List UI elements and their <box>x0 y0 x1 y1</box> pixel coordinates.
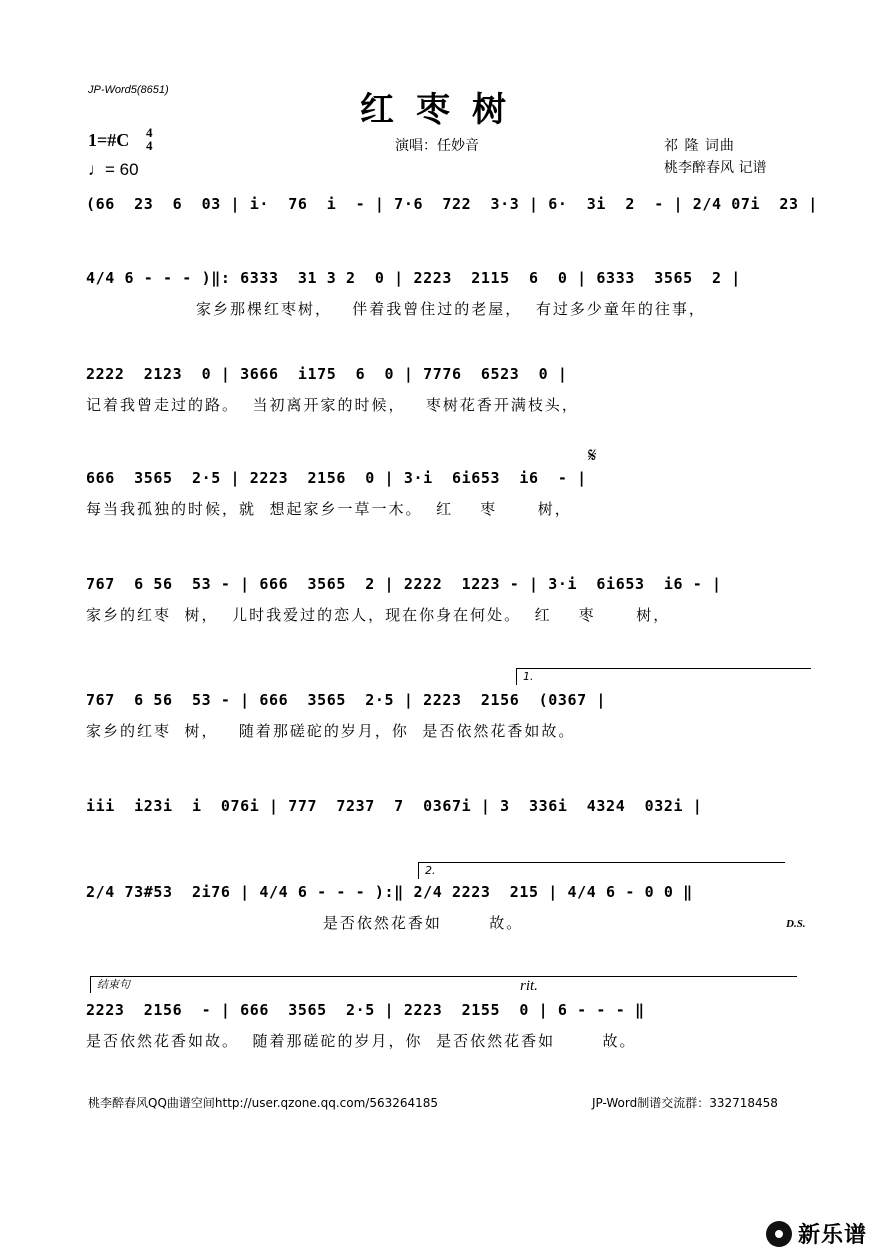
transcriber-credit: 桃李醉春风 记谱 <box>664 160 767 176</box>
score-line-3 <box>86 358 806 428</box>
score-line-4 <box>86 462 806 532</box>
footer-left-link[interactable]: 桃李醉春风QQ曲谱空间http://user.qzone.qq.com/563264185 <box>88 1096 439 1110</box>
software-label: JP-Word5(8651) <box>88 84 169 96</box>
lyrics-row: 每当我孤独的时候，就 想起家乡一草一木。 红 枣 树， <box>86 500 572 518</box>
ending-bracket <box>90 976 797 993</box>
lyricist-composer-credit: 祁 隆 词曲 <box>664 138 735 154</box>
notation-row: 2222 2123 0 | 3666 i175 6 0 | 7776 6523 0 | <box>86 365 568 383</box>
score-line-5 <box>86 568 806 638</box>
volta-2-label: 2. <box>425 864 436 877</box>
time-signature: 4 4 <box>146 125 153 153</box>
notation-row: 2223 2156 - | 666 3565 2·5 | 2223 2155 0 | 6 - - - ‖ <box>86 1001 645 1019</box>
volta-1-label: 1. <box>523 670 534 683</box>
lyrics-row: 家乡那棵红枣树， 伴着我曾住过的老屋， 有过多少童年的往事， <box>196 300 706 318</box>
key-signature: 1=#C <box>88 130 130 150</box>
logo-text: 新乐谱 <box>798 1223 868 1248</box>
score-line-9 <box>86 994 806 1064</box>
notation-row: iii i23i i 076i | 777 7237 7 0367i | 3 336i 4324 032i | <box>86 797 703 815</box>
notation-row: 767 6 56 53 - | 666 3565 2 | 2222 1223 - | 3·i 6i653 i6 - | <box>86 575 722 593</box>
record-disc-icon <box>766 1221 792 1247</box>
footer-right-text: JP-Word制谱交流群：332718458 <box>592 1096 778 1110</box>
notation-row: 4/4 6 - - - )‖: 6333 31 3 2 0 | 2223 2115 6 0 | 6333 3565 2 | <box>86 269 741 287</box>
tempo-marking: ♩= 60 <box>88 160 139 179</box>
singer-credit: 演唱：任妙音 <box>395 138 479 154</box>
site-logo <box>766 1218 867 1249</box>
score-line-2 <box>86 262 806 332</box>
lyrics-row: 是否依然花香如 故。 <box>86 914 524 932</box>
volta-1-bracket <box>516 668 811 685</box>
ritardando-marking: rit. <box>520 978 538 994</box>
notation-row: (66 23 6 03 | i· 76 i - | 7·6 722 3·3 | 6· 3i 2 - | 2/4 07i 23 | <box>86 195 818 213</box>
song-title: 红枣树 <box>360 90 528 130</box>
lyrics-row: 是否依然花香如故。 随着那磋砣的岁月，你 是否依然花香如 故。 <box>86 1032 637 1050</box>
lyrics-row: 家乡的红枣 树， 随着那磋砣的岁月，你 是否依然花香如故。 <box>86 722 576 740</box>
segno-sign: 𝄋 <box>588 443 597 467</box>
score-line-8 <box>86 876 806 946</box>
lyrics-row: 家乡的红枣 树， 儿时我爱过的恋人，现在你身在何处。 红 枣 树， <box>86 606 671 624</box>
lyrics-row: 记着我曾走过的路。 当初离开家的时候， 枣树花香开满枝头， <box>86 396 579 414</box>
notation-row: 666 3565 2·5 | 2223 2156 0 | 3·i 6i653 i6 - | <box>86 469 587 487</box>
notation-row: 767 6 56 53 - | 666 3565 2·5 | 2223 2156 (0367 | <box>86 691 607 709</box>
score-line-6 <box>86 684 806 754</box>
notation-row: 2/4 73#53 2i76 | 4/4 6 - - - ):‖ 2/4 2223 215 | 4/4 6 - 0 0 ‖ <box>86 883 693 901</box>
ending-label: 结束句 <box>97 978 130 991</box>
score-line-7 <box>86 790 806 860</box>
score-line-1 <box>86 188 818 258</box>
dal-segno-marking: D.S. <box>786 918 806 930</box>
